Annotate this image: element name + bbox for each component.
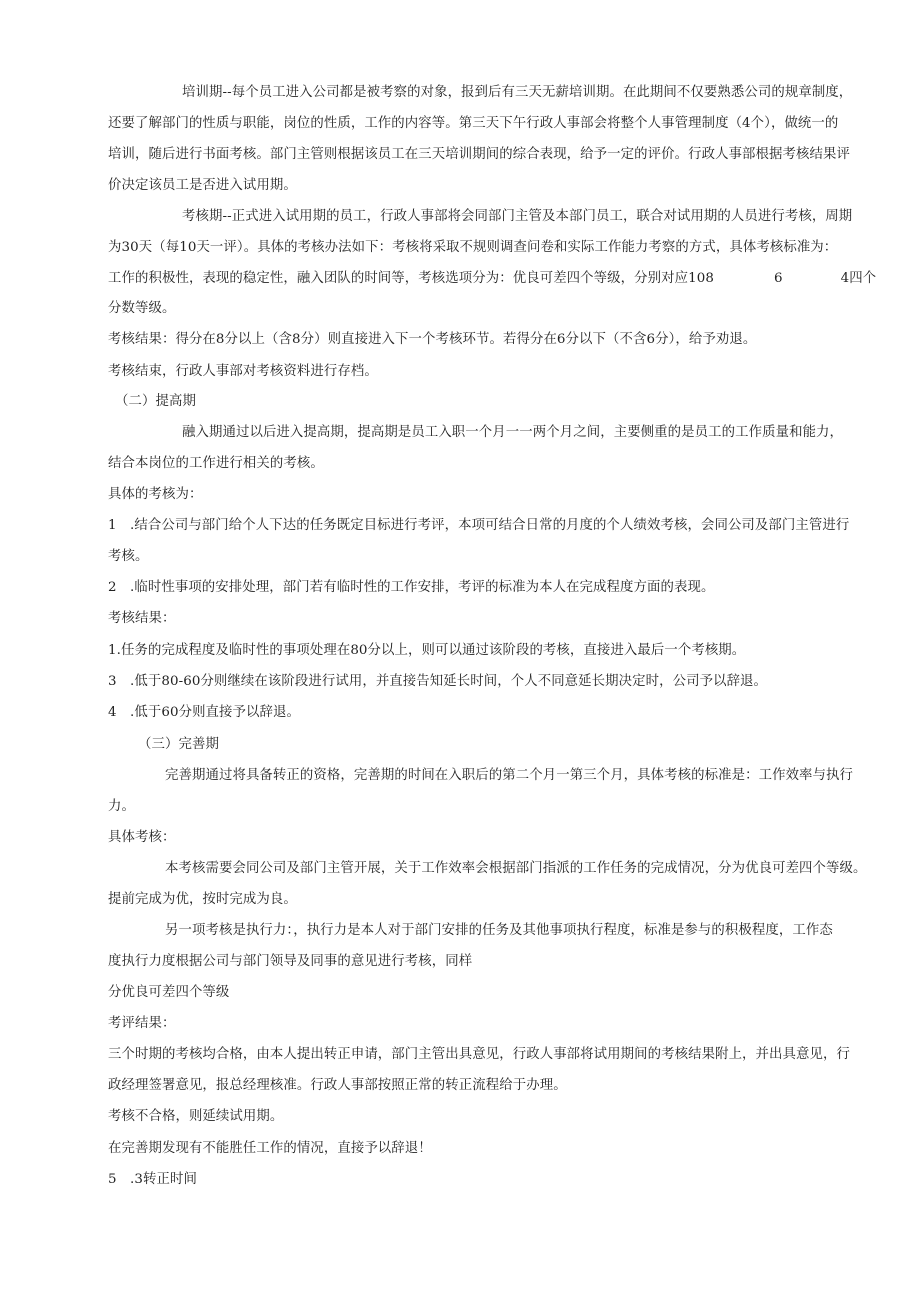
paragraph-line: 考核期--正式进入试用期的员工，行政人事部将会同部门主管及本部门员工，联合对试用期的人员进行考核，周期: [182, 209, 853, 224]
list-number: 4: [108, 705, 117, 720]
paragraph-line: 考评结果：: [108, 1016, 176, 1031]
paragraph-line: 政经理签署意见，报总经理核准。行政人事部按照正常的转正流程给于办理。: [108, 1078, 567, 1093]
paragraph-line: 力。: [108, 799, 135, 814]
paragraph-line: 考核。: [108, 549, 149, 564]
paragraph-line: 为30天（每10天一评）。具体的考核办法如下：考核将采取不规则调查问卷和实际工作能力考察的方式，具体考核标准为：: [108, 240, 838, 255]
paragraph-line: 考核结果：: [108, 611, 176, 626]
list-number: 3: [108, 674, 117, 689]
list-item: [108, 704, 878, 722]
section-heading: [108, 1171, 878, 1189]
list-item: 1.任务的完成程度及临时性的事项处理在80分以上，则可以通过该阶段的考核，直接进入最后一个考核期。: [108, 643, 746, 658]
paragraph-line: 考核结果：得分在8分以上（含8分）则直接进入下一个考核环节。若得分在6分以下（不含6分），给予劝退。: [108, 332, 757, 347]
paragraph-line: 具体考核：: [108, 830, 176, 845]
list-number: 1: [108, 518, 117, 533]
paragraph-line: 另一项考核是执行力：，执行力是本人对于部门安排的任务及其他事项执行程度，标准是参与的积极程度，工作态: [165, 923, 833, 938]
list-item: [108, 517, 878, 535]
paragraph-line: 提前完成为优，按时完成为良。: [108, 892, 297, 907]
paragraph-line: 完善期通过将具备转正的资格，完善期的时间在入职后的第二个月一第三个月，具体考核的标准是：工作效率与执行: [165, 768, 854, 783]
paragraph-line: 本考核需要会同公司及部门主管开展，关于工作效率会根据部门指派的工作任务的完成情况，分为优良可差四个等级。: [165, 861, 867, 876]
paragraph-line: 考核结束，行政人事部对考核资料进行存档。: [108, 364, 378, 379]
section-heading: （二）提高期: [115, 394, 196, 409]
paragraph-line: 还要了解部门的性质与职能，岗位的性质，工作的内容等。第三天下午行政人事部会将整个人事管理制度（4个），做统一的: [108, 116, 839, 131]
paragraph-line: 价决定该员工是否进入试用期。: [108, 178, 297, 193]
list-item: [108, 673, 878, 691]
list-text: .低于80-60分则继续在该阶段进行试用，并直接告知延长时间，个人不同意延长期决定时，公司予以辞退。: [130, 674, 768, 689]
paragraph-line: 在完善期发现有不能胜任工作的情况，直接予以辞退！: [108, 1141, 432, 1156]
list-text: .结合公司与部门给个人下达的任务既定目标进行考评，本项可结合日常的月度的个人绩效考核，会同公司及部门主管进行: [130, 518, 850, 533]
section-number: 5: [108, 1172, 117, 1187]
score-value: 6: [773, 271, 783, 286]
list-text: .临时性事项的安排处理，部门若有临时性的工作安排，考评的标准为本人在完成程度方面的表现。: [130, 580, 715, 595]
list-item: [108, 579, 878, 597]
paragraph-line: 培训期--每个员工进入公司都是被考察的对象，报到后有三天无薪培训期。在此期间不仅要熟悉公司的规章制度，: [182, 85, 853, 100]
line-text: 工作的积极性，表现的稳定性，融入团队的时间等，考核选项分为：优良可差四个等级，分别对应108: [108, 271, 714, 286]
paragraph-line: 考核不合格，则延续试用期。: [108, 1109, 284, 1124]
paragraph-line: 分数等级。: [108, 301, 176, 316]
paragraph-line: 融入期通过以后进入提高期，提高期是员工入职一个月一一两个月之间，主要侧重的是员工的工作质量和能力，: [182, 425, 844, 440]
paragraph-line: 培训，随后进行书面考核。部门主管则根据该员工在三天培训期间的综合表现，给予一定的评价。行政人事部根据考核结果评: [108, 147, 850, 162]
paragraph-line: 度执行力度根据公司与部门领导及同事的意见进行考核，同样: [108, 954, 473, 969]
paragraph-line: 具体的考核为：: [108, 487, 203, 502]
section-heading: （三）完善期: [138, 737, 219, 752]
paragraph-line: 结合本岗位的工作进行相关的考核。: [108, 456, 324, 471]
paragraph-line: 三个时期的考核均合格，由本人提出转正申请，部门主管出具意见，行政人事部将试用期间的考核结果附上，并出具意见，行: [108, 1047, 850, 1062]
list-text: .低于60分则直接予以辞退。: [130, 705, 300, 720]
section-title: .3转正时间: [130, 1172, 197, 1187]
list-number: 2: [108, 580, 117, 595]
line-text: 4四个: [840, 271, 877, 286]
paragraph-line: 分优良可差四个等级: [108, 985, 230, 1000]
paragraph-line: [108, 270, 878, 288]
